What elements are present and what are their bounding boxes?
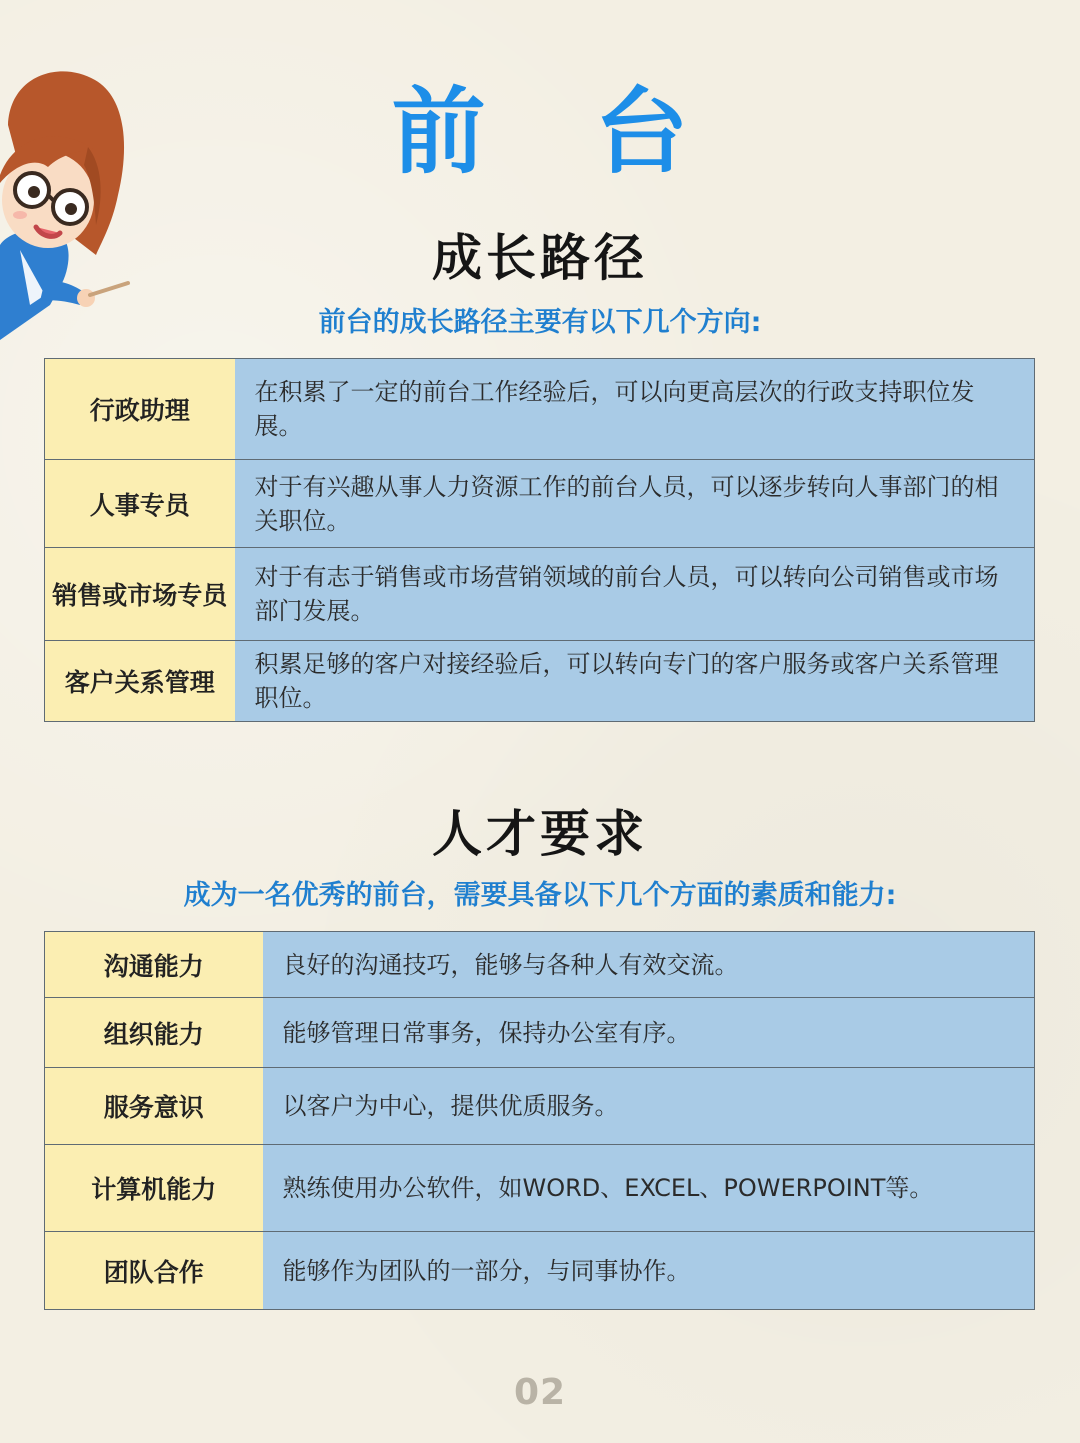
growth-section-title: 成长路径	[432, 229, 648, 287]
talent-skill-cell: 团队合作	[45, 1232, 263, 1310]
talent-desc-text: 能够作为团队的一部分，与同事协作。	[282, 1256, 691, 1285]
growth-path-table	[44, 358, 1035, 722]
growth-desc-text: 积累足够的客户对接经验后，可以转向专门的客户服务或客户关系管理职位。	[254, 650, 999, 712]
talent-requirements-table	[44, 931, 1035, 1310]
table-row	[45, 1068, 1035, 1145]
table-row	[45, 1145, 1035, 1232]
table-row	[45, 998, 1035, 1068]
page-title: 前 台	[391, 78, 727, 187]
growth-role-cell: 人事专员	[45, 460, 235, 548]
talent-desc-text: 能够管理日常事务，保持办公室有序。	[282, 1018, 691, 1047]
growth-role-cell: 行政助理	[45, 359, 235, 460]
table-row	[45, 460, 1035, 548]
growth-role-cell: 客户关系管理	[45, 641, 235, 722]
growth-desc-text: 对于有志于销售或市场营销领域的前台人员，可以转向公司销售或市场部门发展。	[254, 563, 999, 625]
growth-desc-cell	[235, 460, 1035, 548]
page-number: 02	[513, 1372, 567, 1413]
talent-skill-cell: 计算机能力	[45, 1145, 263, 1232]
talent-desc-cell	[263, 1145, 1035, 1232]
growth-role-cell: 销售或市场专员	[45, 548, 235, 641]
growth-desc-cell	[235, 359, 1035, 460]
talent-desc-cell	[263, 1232, 1035, 1310]
talent-desc-cell	[263, 1068, 1035, 1145]
table-row	[45, 1232, 1035, 1310]
talent-skill-cell: 服务意识	[45, 1068, 263, 1145]
growth-desc-cell	[235, 548, 1035, 641]
growth-section-subtitle: 前台的成长路径主要有以下几个方向:	[318, 307, 762, 338]
talent-desc-text: 熟练使用办公软件，如WORD、EXCEL、POWERPOINT等。	[282, 1174, 934, 1202]
talent-desc-text: 以客户为中心，提供优质服务。	[282, 1092, 619, 1120]
talent-skill-cell: 组织能力	[45, 998, 263, 1068]
table-row	[45, 359, 1035, 460]
talent-section-title: 人才要求	[432, 805, 648, 863]
talent-desc-cell	[263, 998, 1035, 1068]
talent-skill-cell: 沟通能力	[45, 932, 263, 998]
table-row	[45, 932, 1035, 998]
table-row	[45, 641, 1035, 722]
talent-section-subtitle: 成为一名优秀的前台，需要具备以下几个方面的素质和能力:	[183, 880, 897, 911]
table-row	[45, 548, 1035, 641]
growth-desc-text: 在积累了一定的前台工作经验后，可以向更高层次的行政支持职位发展。	[254, 378, 975, 440]
growth-desc-text: 对于有兴趣从事人力资源工作的前台人员，可以逐步转向人事部门的相关职位。	[254, 472, 999, 535]
talent-desc-cell	[263, 932, 1035, 998]
growth-desc-cell	[235, 641, 1035, 722]
talent-desc-text: 良好的沟通技巧，能够与各种人有效交流。	[282, 950, 739, 979]
